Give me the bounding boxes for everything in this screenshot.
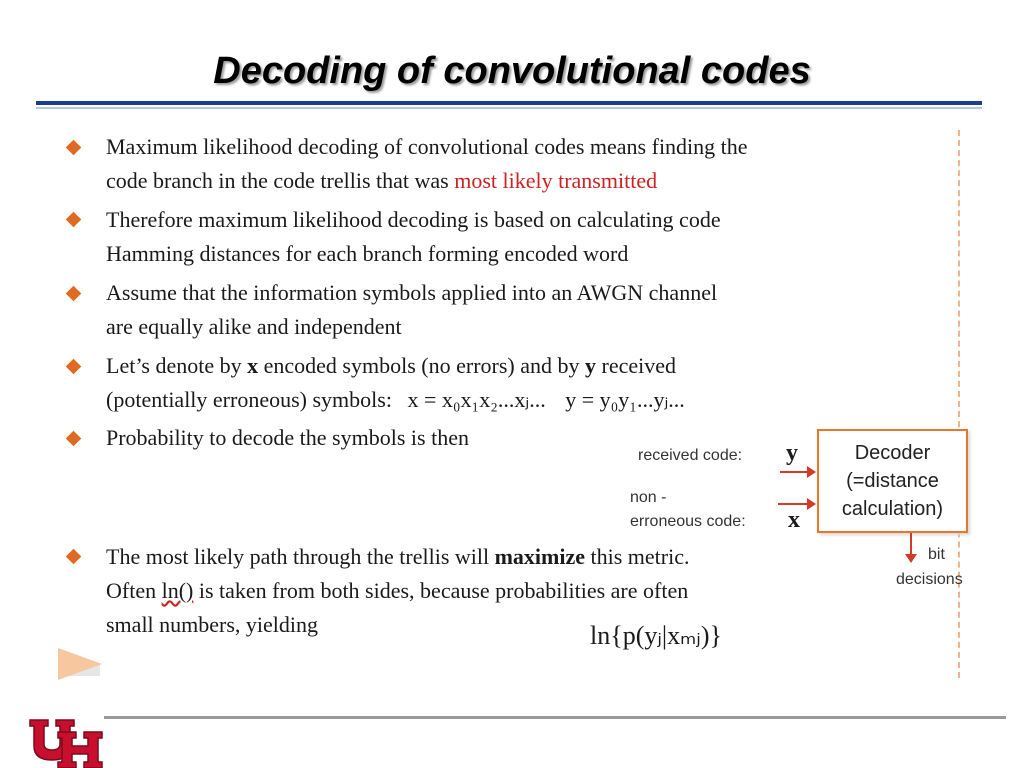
output-label-2: decisions [896,571,963,588]
bullet-5: Probability to decode the symbols is then [106,425,469,450]
x-definition: x = x₀x₁x₂...xⱼ... [407,387,546,412]
bullet-6: The most likely path through the trellis will maximize this metric. Often ln() is taken from both sides, because probabilities are often small numbers, yielding [106,544,690,637]
bullet-3: Assume that the information symbols applied into an AWGN channel are equally alike and independent [106,280,718,339]
footer-divider [104,716,1006,719]
bullet-4: Let’s denote by x encoded symbols (no errors) and by y received (potentially erroneous) symbols: x = x₀x₁x₂...xⱼ... y = y₀y₁...yⱼ... [106,353,685,412]
emphasis-text: most likely transmitted [454,168,658,193]
received-symbol: y [786,440,798,466]
uh-logo-icon [28,710,104,768]
slide-title: Decoding of convolutional codes [213,50,811,92]
y-definition: y = y₀y₁...yⱼ... [565,387,685,412]
slide-marker-icon [58,648,102,680]
ln-formula: ln{p(yⱼ|xₘⱼ)} [590,621,722,650]
title-divider [36,101,982,105]
output-label-1: bit [928,546,945,563]
bullet-2: Therefore maximum likelihood decoding is based on calculating code Hamming distances for each branch forming encoded word [106,207,721,266]
bullet-1: Maximum likelihood decoding of convolutional codes means finding the code branch in the code trellis that was most likely transmitted [106,134,748,193]
title-divider-shadow [36,107,982,109]
decoder-box: Decoder (=distance calculation) [817,429,968,533]
output-arrow-icon [910,533,912,561]
dashed-border [958,130,960,678]
input-arrow-icon [778,503,814,505]
received-code-label: received code: [638,447,743,464]
nonerr-label-1: non - [630,489,667,506]
nonerr-label-2: erroneous code: [630,513,746,530]
input-arrow-icon [780,471,814,473]
nonerr-symbol: x [788,507,800,533]
